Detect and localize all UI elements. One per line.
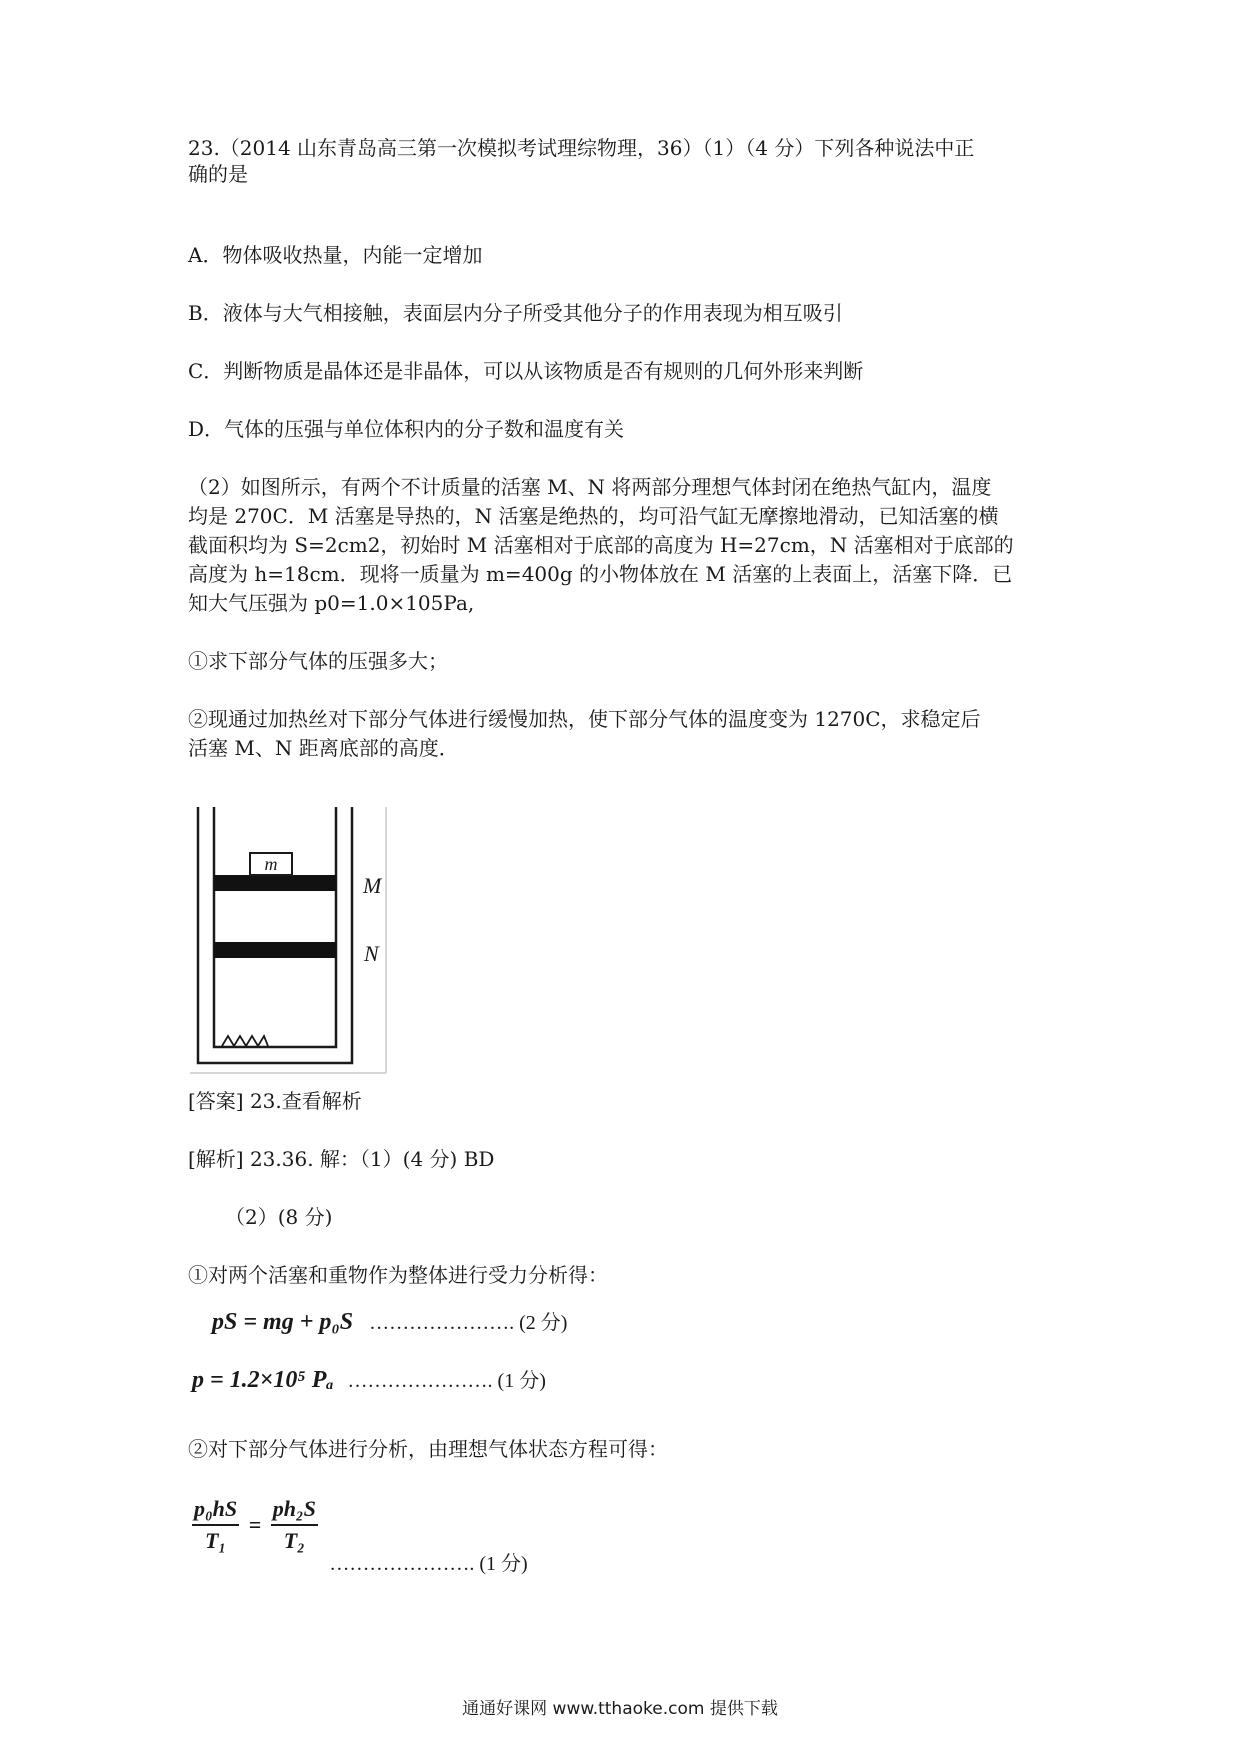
question-title-line-1: 23.（2014 山东青岛高三第一次模拟考试理综物理，36）（1）（4 分）下列各种说法中正	[188, 136, 975, 160]
equation-3-left-fraction	[192, 1496, 239, 1554]
equation-3-right-fraction	[271, 1496, 318, 1554]
solution-step-2: ②对下部分气体进行分析，由理想气体状态方程可得：	[188, 1437, 668, 1461]
question-title-line-2: 确的是	[188, 162, 248, 186]
piston-n	[214, 942, 336, 958]
equation-1-body: pS = mg + p₀S	[212, 1309, 354, 1335]
part2-line-5: 知大气压强为 p0=1.0×105Pa,	[188, 591, 475, 615]
equation-3-left-numerator: p₀hS	[192, 1496, 239, 1526]
option-c: C．判断物质是晶体还是非晶体，可以从该物质是否有规则的几何外形来判断	[188, 359, 864, 383]
part2-line-3: 截面积均为 S=2cm2，初始时 M 活塞相对于底部的高度为 H=27cm，N 活塞相对于底部的	[188, 533, 1014, 557]
footer-text: 通通好课网 www.tthaoke.com 提供下载	[462, 1699, 778, 1719]
sub-question-2-line-1: ②现通过加热丝对下部分气体进行缓慢加热，使下部分气体的温度变为 1270C，求稳定后	[188, 707, 981, 731]
mass-label: m	[264, 854, 278, 874]
equation-3-score: …………………. (1 分)	[329, 1553, 528, 1575]
equation-1-score: …………………. (2 分)	[369, 1312, 568, 1334]
sub-question-2-line-2: 活塞 M、N 距离底部的高度．	[188, 736, 459, 760]
equation-2-body: p = 1.2×10⁵ Pₐ	[192, 1367, 334, 1393]
solution-step-1: ①对两个活塞和重物作为整体进行受力分析得：	[188, 1263, 608, 1287]
part2-line-4: 高度为 h=18cm．现将一质量为 m=400g 的小物体放在 M 活塞的上表面上，活塞下降．已	[188, 562, 1013, 586]
label-n: N	[364, 941, 379, 966]
sub-question-1: ①求下部分气体的压强多大；	[188, 649, 448, 673]
cylinder-svg	[188, 805, 388, 1075]
equation-2-score: …………………. (1 分)	[347, 1370, 546, 1392]
equation-1	[212, 1306, 567, 1336]
option-d: D．气体的压强与单位体积内的分子数和温度有关	[188, 417, 625, 441]
label-m: M	[363, 873, 382, 898]
equation-3	[192, 1496, 528, 1575]
equation-3-equals: =	[248, 1512, 262, 1537]
equation-3-left-denominator: T₁	[205, 1528, 227, 1553]
cylinder-diagram	[188, 805, 388, 1079]
part2-points: （2）(8 分)	[225, 1205, 333, 1229]
part2-line-2: 均是 270C．M 活塞是导热的，N 活塞是绝热的，均可沿气缸无摩擦地滑动，已知活塞的横	[188, 504, 999, 528]
part2-line-1: （2）如图所示，有两个不计质量的活塞 M、N 将两部分理想气体封闭在绝热气缸内，温度	[188, 475, 992, 499]
option-b: B．液体与大气相接触，表面层内分子所受其他分子的作用表现为相互吸引	[188, 301, 843, 325]
answer-line: [答案] 23.查看解析	[188, 1089, 362, 1113]
piston-m	[214, 875, 336, 891]
option-a: A．物体吸收热量，内能一定增加	[188, 243, 483, 267]
analysis-line: [解析] 23.36. 解：（1）(4 分) BD	[188, 1147, 495, 1171]
equation-2	[192, 1364, 546, 1394]
equation-3-right-numerator: ph₂S	[271, 1496, 318, 1526]
equation-3-right-denominator: T₂	[283, 1528, 305, 1553]
